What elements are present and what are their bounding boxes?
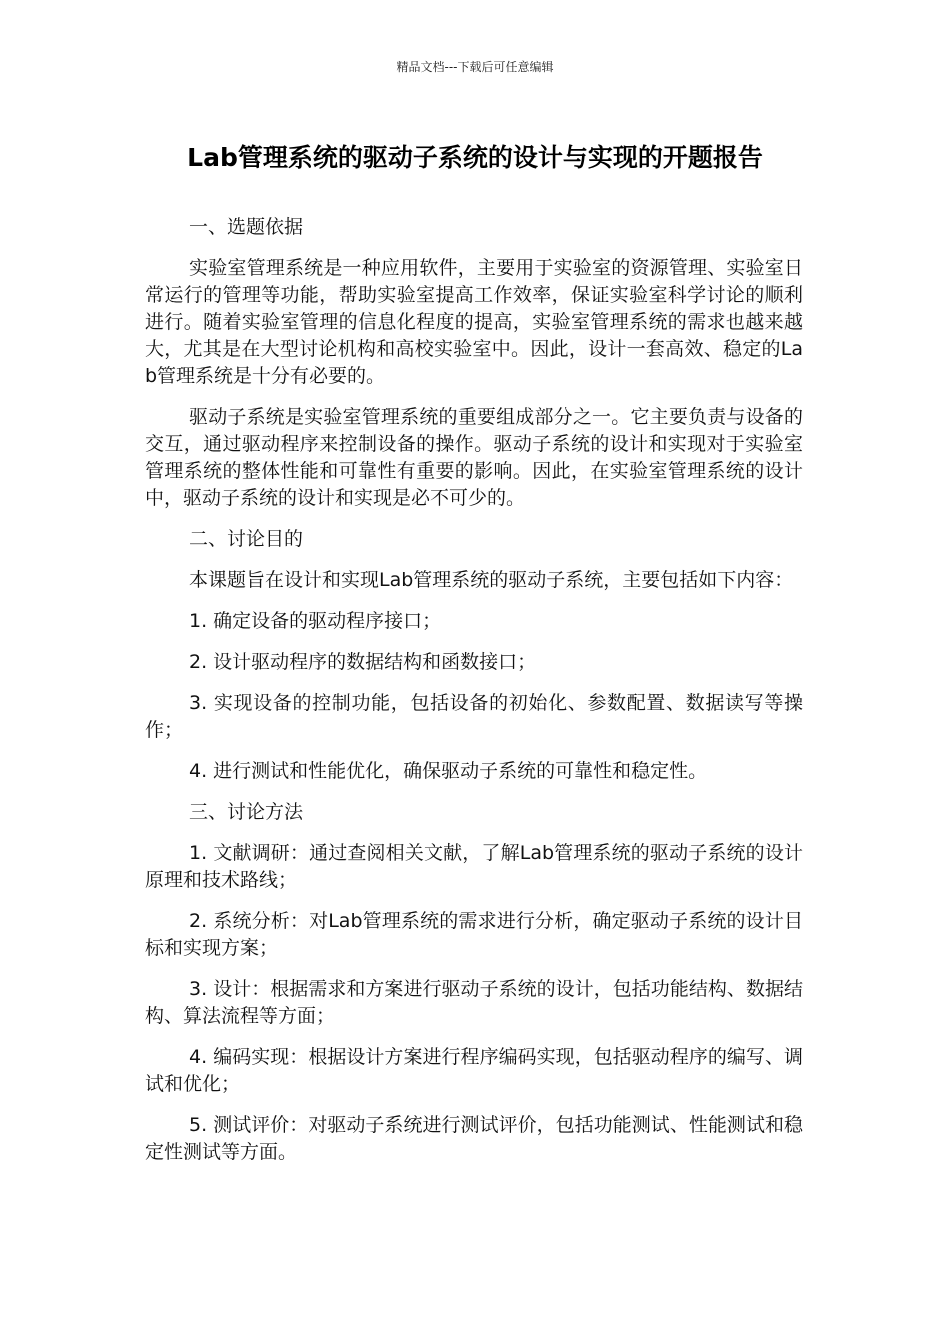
list-item-method-4: 4. 编码实现：根据设计方案进行程序编码实现，包括驱动程序的编写、调试和优化；: [145, 1046, 803, 1095]
paragraph-purpose-intro: 本课题旨在设计和实现Lab管理系统的驱动子系统，主要包括如下内容：: [189, 569, 794, 591]
paragraph-basis-1: 实验室管理系统是一种应用软件，主要用于实验室的资源管理、实验室日常运行的管理等功能，帮助实验室提高工作效率，保证实验室科学讨论的顺利进行。随着实验室管理的信息化程度的提高，实验室管理系统的需求也越来越大，尤其是在大型讨论机构和高校实验室中。因此，设计一套高效、稳定的Lab管理系统是十分有必要的。: [145, 257, 803, 387]
list-item-method-1: 1. 文献调研：通过查阅相关文献，了解Lab管理系统的驱动子系统的设计原理和技术路线；: [145, 842, 803, 891]
page-header-note: 精品文档---下载后可任意编辑: [396, 60, 554, 74]
list-item-method-5: 5. 测试评价：对驱动子系统进行测试评价，包括功能测试、性能测试和稳定性测试等方面。: [145, 1114, 803, 1163]
list-item-purpose-1: 1. 确定设备的驱动程序接口；: [189, 610, 442, 632]
list-item-purpose-2: 2. 设计驱动程序的数据结构和函数接口；: [189, 651, 537, 673]
document-title: Lab管理系统的驱动子系统的设计与实现的开题报告: [187, 143, 763, 172]
list-item-method-3: 3. 设计：根据需求和方案进行驱动子系统的设计，包括功能结构、数据结构、算法流程等方面；: [145, 978, 803, 1027]
document-body: [145, 214, 803, 1180]
section-heading-method: 三、讨论方法: [189, 801, 304, 823]
list-item-method-2: 2. 系统分析：对Lab管理系统的需求进行分析，确定驱动子系统的设计目标和实现方案；: [145, 910, 803, 959]
paragraph-basis-2: 驱动子系统是实验室管理系统的重要组成部分之一。它主要负责与设备的交互，通过驱动程序来控制设备的操作。驱动子系统的设计和实现对于实验室管理系统的整体性能和可靠性有重要的影响。因此，在实验室管理系统的设计中，驱动子系统的设计和实现是必不可少的。: [145, 406, 803, 509]
list-item-purpose-3: 3. 实现设备的控制功能，包括设备的初始化、参数配置、数据读写等操作；: [145, 692, 803, 741]
list-item-purpose-4: 4. 进行测试和性能优化，确保驱动子系统的可靠性和稳定性。: [189, 760, 708, 782]
section-heading-purpose: 二、讨论目的: [189, 528, 304, 550]
section-heading-basis: 一、选题依据: [189, 216, 304, 238]
